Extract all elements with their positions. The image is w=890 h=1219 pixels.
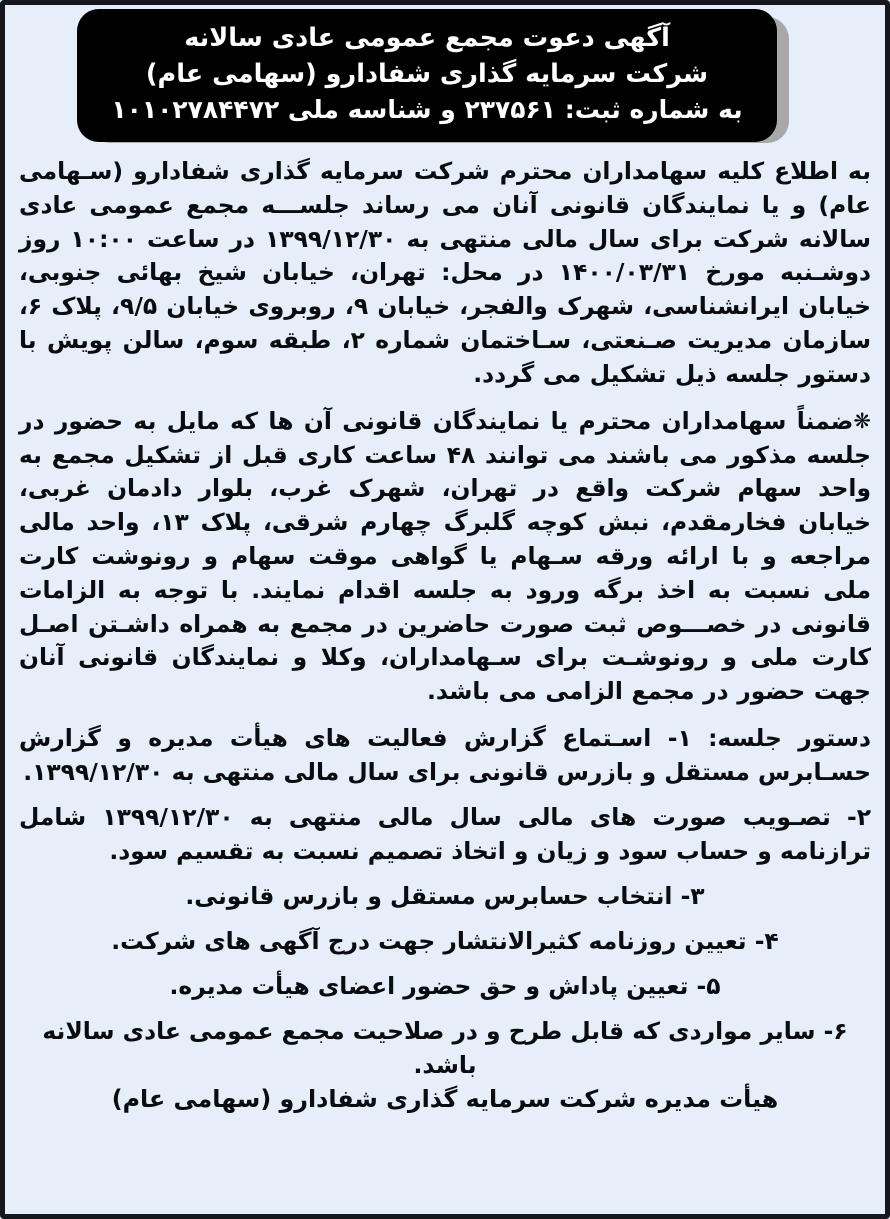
agenda-item-1-text: ۱- اسـتماع گزارش فعالیت های هیأت مدیره و گزارش حسـابرس مستقل و بازرس قانونی برای سال مالی منتهی به ۱۳۹۹/۱۲/۳۰. xyxy=(19,724,871,786)
agenda-heading: دستور جلسه: xyxy=(708,724,871,752)
agenda-item-2: ۲- تصـویب صورت های مالی سال مالی منتهی به ۱۳۹۹/۱۲/۳۰ شامل ترازنامه و حساب سود و زیان و اتخاذ تصمیم نسبت به تقسیم سود. xyxy=(19,802,871,865)
document-body xyxy=(5,155,885,1115)
company-name-line: شرکت سرمایه گذاری شفادارو (سهامی عام) xyxy=(145,58,709,89)
paragraph-attendance xyxy=(19,405,871,709)
paragraph-invitation xyxy=(19,155,871,392)
registration-ids-line: به شماره ثبت: ۲۳۷۵۶۱ و شناسه ملی ۱۰۱۰۲۷۸۴۴۷۲ xyxy=(111,94,743,124)
agenda-item-6: ۶- سایر مواردی که قابل طرح و در صلاحیت مجمع عمومی عادی سالانه باشد. xyxy=(42,1016,848,1079)
paragraph-attendance-text: ضمناً سهامداران محترم یا نمایندگان قانونی آن ها که مایل به حضور در جلسه مذکور می باشند می توانند ۴۸ ساعت کاری قبل از تشکیل مجمع به واحد سهام شرکت واقع در تهران، شهرک غرب، بلوار دادمان غربی، خیابان فخارمقدم، نبش کوچه گلبرگ چهارم شرقی، پلاک ۱۳، واحد مالی مراجعه و با ارائه ورقه سـهام یا گواهی موقت سهام و رونوشت کارت ملی نسبت به اخذ برگه ورود به جلسه اقدام نمایند. با توجه به الزامات قانونی در خصـــوص ثبت صورت حاضرین در مجمع به همراه داشـتن اصـل کارت ملی و رونوشـت برای سـهامداران، وکلا و نمایندگان قانونی آنان جهت حضور در مجمع الزامی می باشد. xyxy=(19,406,872,706)
announcement-title-line-1: آگهی دعوت مجمع عمومی عادی سالانه xyxy=(184,22,670,53)
board-signature: هیأت مدیره شرکت سرمایه گذاری شفادارو (سهامی عام) xyxy=(111,1085,779,1114)
paragraph-invitation-text: به اطلاع کلیه سهامداران محترم شرکت سرمایه گذاری شفادارو (سـهامی عام) و یا نمایندگان قانونی آنان می رساند جلســـه مجمع عمومی عادی سالانه شرکت برای سال مالی منتهی به ۱۳۹۹/۱۲/۳۰ در ساعت ۱۰:۰۰ روز دوشـنبه مورخ ۱۴۰۰/۰۳/۳۱ در محل: تهران، خیابان شیخ بهائی جنوبی، خیابان ایرانشناسی، شهرک والفجر، خیابان ۹، روبروی خیابان ۹/۵، پلاک ۶، سازمان مدیریت صـنعتی، سـاختمان شماره ۲، طبقه سوم، سالن پویش با دستور جلسه ذیل تشکیل می گردد. xyxy=(19,157,871,388)
agenda-item-3: ۳- انتخاب حسابرس مستقل و بازرس قانونی. xyxy=(185,881,705,910)
agenda-item-5: ۵- تعیین پاداش و حق حضور اعضای هیأت مدیره. xyxy=(169,971,721,1000)
agenda-item-1 xyxy=(19,722,871,790)
agenda-list xyxy=(19,722,871,1082)
header-plaque xyxy=(77,9,777,142)
header-plaque-container xyxy=(5,9,885,149)
asterisk-icon: ❋ xyxy=(853,408,871,433)
agenda-item-4: ۴- تعیین روزنامه کثیرالانتشار جهت درج آگهی های شرکت. xyxy=(111,926,779,955)
